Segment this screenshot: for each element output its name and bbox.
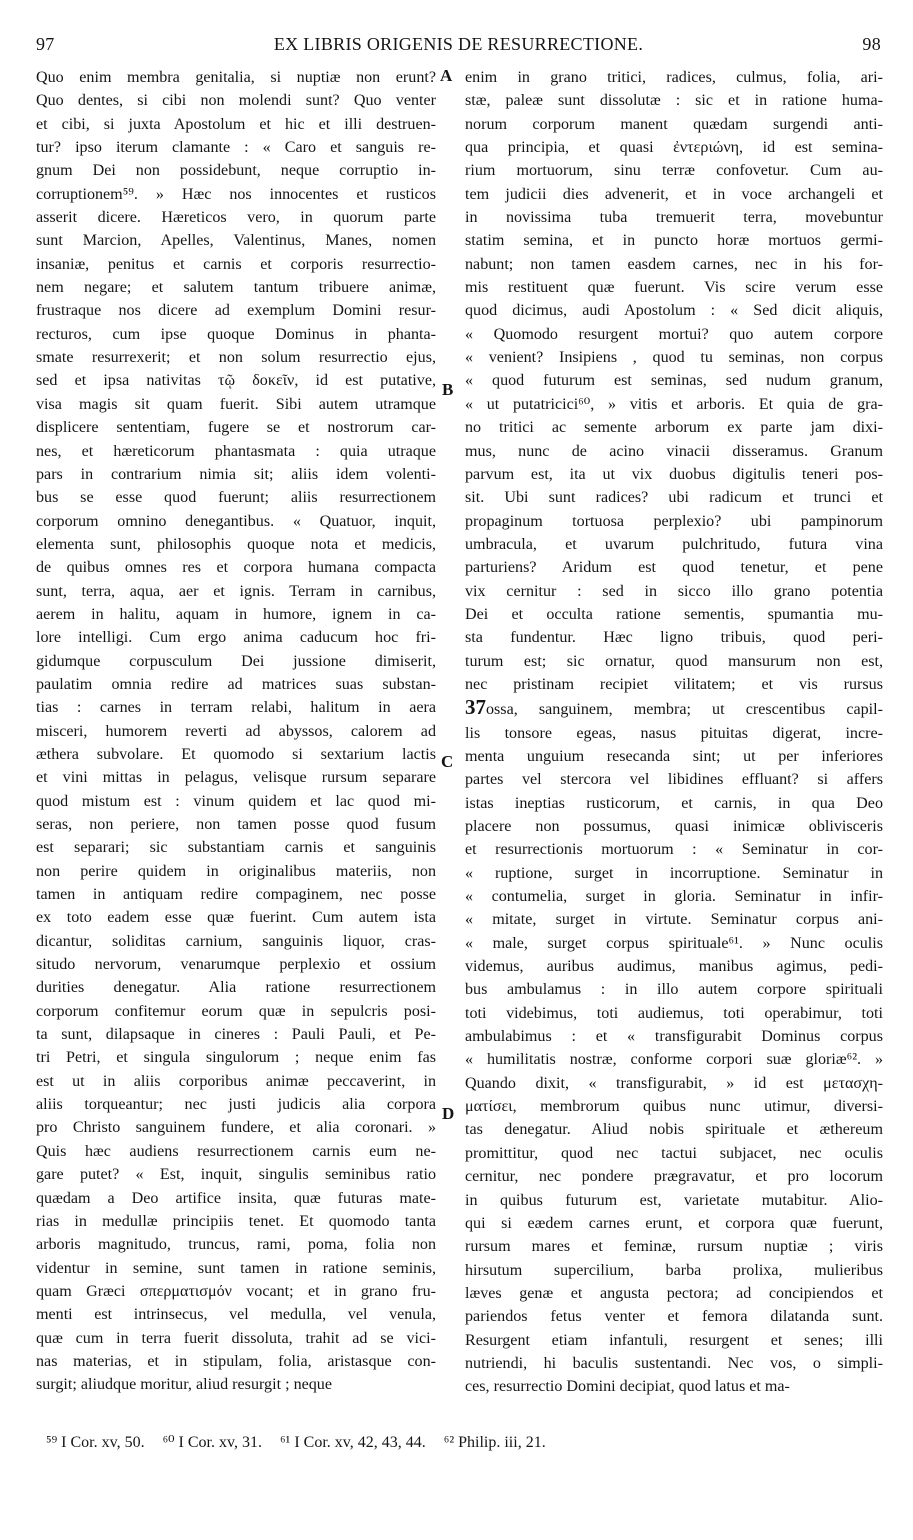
left-column-line: non perire quidem in originalibus materiis, non [36, 862, 436, 880]
footnote-61: ⁶¹ I Cor. xv, 42, 43, 44. [279, 1434, 426, 1451]
left-column-line: pars in contrarium nimia sit; aliis idem volenti- [36, 465, 436, 483]
left-column-line: aliis torqueantur; nec justi judicis alia corpora [36, 1096, 436, 1114]
right-column-line: quod dicimus, audi Apostolum : « Sed dicit aliquis, [465, 302, 883, 320]
left-column-line: ex toto eadem esse quæ fuerint. Cum autem ista [36, 909, 436, 927]
left-column-line: Quo enim membra genitalia, si nuptiæ non erunt? [36, 69, 436, 86]
left-column-line: et vini mittas in pelagus, velisque rursum separare [36, 769, 436, 787]
right-column-line: videmus, auribus audimus, manibus agimus, pedi- [465, 958, 883, 976]
right-column-line: pariendos fetus venter et femora dilatanda sunt. [465, 1308, 883, 1326]
right-column-line: placere non possumus, quasi inimicæ oblivisceris [465, 818, 883, 835]
right-column-line: statim semina, et in puncto horæ mortuos germi- [465, 232, 883, 250]
right-column-line: « quod futurum est seminas, sed nudum granum, [465, 372, 883, 390]
left-column-line: corporum omnino denegantibus. « Quatuor, inquit, [36, 512, 436, 530]
right-column-line: Dei et occulta ratione sementis, spumantia mu- [465, 605, 883, 623]
footnote-59: ⁵⁹ I Cor. xv, 50. [46, 1434, 145, 1451]
right-column-line: no tritici ac semente arborum ex parte jam dixi- [465, 419, 883, 437]
left-column-line: lore intelligi. Cum ergo anima caducum hoc fri- [36, 629, 436, 647]
section-marker-c: C [441, 752, 454, 771]
left-column-line: nes, et hæreticorum phantasmata : quia utraque [36, 442, 436, 460]
left-column-line: visa magis sit quam fuerit. Sibi autem utramque [36, 395, 436, 413]
left-column-line: recturos, cum ipse quoque Dominus in phanta- [36, 325, 436, 343]
right-column-line: mis restituent quæ fuerunt. Vis scire verum esse [465, 279, 883, 297]
left-column-line: paulatim omnia redire ad matrices suas substan- [36, 675, 436, 693]
left-column-line: quæ cum in terra fuerit dissoluta, trahit ad se vici- [36, 1329, 436, 1347]
left-column-line: sunt Marcion, Apelles, Valentinus, Manes, nomen [36, 232, 436, 250]
left-column-line: aerem in halitu, aquam in humore, ignem in ca- [36, 605, 436, 623]
right-column-line: « venient? Insipiens , quod tu seminas, non corpus [465, 349, 883, 367]
section-marker-d: D [442, 1104, 455, 1123]
left-column-line: surgit; aliudque moritur, aliud resurgit ; neque [36, 1376, 332, 1394]
right-column-line: sit. Ubi sunt radices? ubi radicum et trunci et [465, 489, 883, 507]
left-column [36, 66, 436, 1397]
left-column-line: nas materias, et in stipulam, folia, aristasque con- [36, 1352, 436, 1370]
left-column-line: tamen in antiquam redire compaginem, nec posse [36, 886, 436, 904]
right-column-line: in quibus futurum est, varietate mutabitur. Alio- [465, 1191, 883, 1209]
right-column-line: turum est; sic ornatur, quod mansurum non est, [465, 652, 883, 670]
left-column-line: quædam a Deo artifice insita, quæ futuras mate- [36, 1189, 436, 1207]
left-column-line: insaniæ, penitus et carnis et corporis resurrectio- [36, 255, 436, 273]
right-column-line: qui si eædem carnes erunt, et corpora quæ fuerunt, [465, 1214, 883, 1232]
right-column-line: rium mortuorum, sinu terræ confovetur. Cum au- [465, 162, 883, 180]
right-column-line: nabunt; non tamen easdem carnes, nec in his for- [465, 255, 883, 273]
right-column-line: « humilitatis nostræ, conforme corpori suæ gloriæ⁶². » [465, 1051, 883, 1069]
right-column-line: cernitur, nec pondere prægravatur, et pro locorum [465, 1168, 883, 1186]
right-column-line: umbracula, et uvarum pulchritudo, futura vina [465, 535, 883, 553]
left-column-line: ta sunt, dilapsaque in cineres : Pauli Pauli, et Pe- [36, 1026, 436, 1044]
left-column-line: bus se esse quod fuerunt; aliis resurrectionem [36, 489, 436, 507]
footnote-60: ⁶⁰ I Cor. xv, 31. [162, 1434, 262, 1451]
section-marker-a: A [440, 66, 453, 85]
running-header [36, 34, 881, 60]
left-column-line: videntur in semine, sunt tamen in ratione seminis, [36, 1259, 436, 1277]
left-column-line: dicantur, soliditas carnium, sanguinis liquor, cras- [36, 932, 436, 950]
right-column-line: « contumelia, surget in gloria. Seminatur in infir- [465, 888, 883, 906]
right-column-line: rursum mares et feminæ, rursum nuptiæ ; viris [465, 1238, 883, 1256]
right-column-line: Quando dixit, « transfigurabit, » id est μετασχη- [465, 1074, 883, 1092]
left-column-line: Quo dentes, si cibi non molendi sunt? Quo venter [36, 92, 436, 110]
page-number-right: 98 [862, 34, 881, 54]
right-column-line: stæ, paleæ sunt dissolutæ : sic et in ratione huma- [465, 92, 883, 110]
left-column-line: misceri, humorem reverti ad abyssos, calorem ad [36, 722, 436, 740]
left-column-line: menti est intrinsecus, vel medulla, vel venula, [36, 1306, 436, 1324]
right-column-line: ambulabimus : et « transfigurabit Dominus corpus [465, 1028, 883, 1046]
right-column-line: « mitate, surget in virtute. Seminatur corpus ani- [465, 911, 883, 929]
left-column-line: pro Christo sanguinem fundere, et alia coronari. » [36, 1119, 436, 1137]
left-column-line: asserit dicere. Hæreticos vero, in quorum parte [36, 209, 436, 227]
left-column-line: gnum Dei non possidebunt, neque corruptio in- [36, 162, 436, 180]
right-column-line: Resurgent etiam infantuli, resurgent et senes; illi [465, 1331, 883, 1349]
right-column-line: partes vel stercora vel libidines effluant? si affers [465, 771, 883, 789]
right-column [465, 66, 883, 1399]
right-column-line: istas ineptias rusticorum, et carnis, in qua Deo [465, 794, 883, 812]
left-column-line: arboris magnitudo, truncus, rami, poma, folia non [36, 1236, 436, 1254]
running-title: EX LIBRIS ORIGENIS DE RESURRECTIONE. [273, 34, 644, 54]
left-column-line: gare putet? « Est, inquit, singulis seminibus ratio [36, 1166, 436, 1184]
section-marker-b: B [442, 380, 454, 399]
left-column-line: quam Græci σπερματισμόν vocant; et in grano fru- [36, 1282, 436, 1300]
right-column-line: parvum est, ita ut vix duobus digitulis teneri pos- [465, 465, 883, 483]
right-column-line: et resurrectionis mortuorum : « Seminatur in cor- [465, 841, 883, 859]
right-column-line: promittitur, quod nec tactui subjacet, nec oculis [465, 1144, 883, 1162]
right-column-line: qua principia, et quasi ἐντεριώνη, id est semina- [465, 139, 883, 157]
right-column-line: lis tonsore egeas, nasus pituitas digerat, incre- [465, 724, 883, 742]
left-column-line: elementa sunt, philosophis quoque nota et medicis, [36, 535, 436, 553]
left-column-line: gidumque corpusculum Dei jussione dimiserit, [36, 652, 436, 670]
right-column-line: tas denegatur. Aliud nobis spirituale et æthereum [465, 1121, 883, 1139]
right-column-line: parturiens? Aridum est quod tenetur, et pene [465, 559, 883, 577]
left-column-line: tias : carnes in terram relabi, halitum in aera [36, 699, 436, 717]
right-column-line: hirsutum supercilium, barba prolixa, mulieribus [465, 1261, 883, 1279]
left-column-line: et cibi, si juxta Apostolum et hic et illi destruen- [36, 115, 436, 133]
right-column-line: norum corporum manent quædam surgendi anti- [465, 115, 883, 133]
left-column-line: Quis hæc audiens resurrectionem carnis eum ne- [36, 1142, 436, 1160]
right-column-line: tem judicii dies advenerit, et in voce archangeli et [465, 185, 883, 203]
left-column-line: sunt, terra, aqua, aer et ignis. Terram in carnibus, [36, 582, 436, 600]
left-column-line: rias in medullæ principiis tenet. Et quomodo tanta [36, 1212, 436, 1230]
right-column-line: 37ossa, sanguinem, membra; ut crescentibus capil- [465, 696, 883, 720]
right-column-line: ματίσει, membrorum quibus nunc utimur, diversi- [465, 1098, 883, 1116]
left-column-line: de quibus omnes res et corpora humana compacta [36, 559, 436, 577]
right-column-line: enim in grano tritici, radices, culmus, folia, ari- [465, 69, 883, 86]
left-column-line: æthera subvolare. Et quomodo si sextarium lactis [36, 745, 436, 763]
right-column-line: menta unguium resecanda sint; ut per inferiores [465, 747, 883, 765]
left-column-line: durities denegatur. Alia ratione resurrectionem [36, 979, 436, 997]
page-number-left: 97 [36, 34, 55, 54]
left-column-line: tri Petri, et singula singulorum ; neque enim fas [36, 1049, 436, 1067]
right-column-line: in novissima tuba tremuerit terra, movebuntur [465, 209, 883, 227]
right-column-line: nec pristinam recipiet vilitatem; et vis rursus [465, 675, 883, 693]
right-column-line: nutriendi, hi baculis sustentandi. Nec vos, o simpli- [465, 1354, 883, 1372]
left-column-line: sed et ipsa nativitas τῷ δοκεῖν, id est putative, [36, 372, 436, 390]
footnotes [46, 1432, 846, 1452]
left-column-line: corporum confitemur eorum quæ in sepulcris posi- [36, 1002, 436, 1020]
column-number-inline: 37 [465, 696, 486, 720]
right-column-line: « Quomodo resurgent mortui? quo autem corpore [465, 325, 883, 343]
right-column-line: « ruptione, surget in incorruptione. Seminatur in [465, 864, 883, 882]
right-column-line: « male, surget corpus spirituale⁶¹. » Nunc oculis [465, 934, 883, 952]
right-column-line: mus, nunc de acino vinacii disseramus. Granum [465, 442, 883, 460]
left-column-line: smate resurrexerit; et non solum resurrectio ejus, [36, 349, 436, 367]
right-column-line: « ut putatricici⁶⁰, » vitis et arboris. Et quia de gra- [465, 395, 883, 413]
left-column-line: tur? ipso iterum clamante : « Caro et sanguis re- [36, 139, 436, 157]
left-column-line: corruptionem⁵⁹. » Hæc nos innocentes et rusticos [36, 185, 436, 203]
right-column-line: ces, resurrectio Domini decipiat, quod latus et ma- [465, 1378, 790, 1396]
left-column-line: seras, non periere, non tamen posse quod fusum [36, 816, 436, 833]
left-column-line: situdo nervorum, venarumque perplexio et ossium [36, 956, 436, 974]
right-column-line: propaginum tortuosa perplexio? ubi pampinorum [465, 512, 883, 530]
right-column-line: sta fundentur. Hæc ligno tribuis, quod peri- [465, 629, 883, 647]
right-column-line: bus ambulamus : in illo autem corpore spirituali [465, 981, 883, 999]
right-column-line: toti videbimus, toti audiemus, toti operabimur, toti [465, 1004, 883, 1022]
left-column-line: displicere sententiam, fugere se et nostrorum car- [36, 419, 436, 437]
right-column-line: vix cernitur : sed in sicco illo grano potentia [465, 582, 883, 600]
left-column-line: nem negare; et salutem tantum tribuere animæ, [36, 279, 436, 297]
left-column-line: quod mistum est : vinum quidem et lac quod mi- [36, 792, 436, 810]
left-column-line: est ut in aliis corporibus animæ peccaverint, in [36, 1072, 436, 1090]
footnote-62: ⁶² Philip. iii, 21. [443, 1434, 546, 1451]
left-column-line: est separari; sic substantiam carnis et sanguinis [36, 839, 436, 857]
left-column-line: frustraque nos dicere ad exemplum Domini resur- [36, 302, 436, 320]
right-column-line: læves genæ et angusta pectora; ad concipiendos et [465, 1284, 883, 1302]
